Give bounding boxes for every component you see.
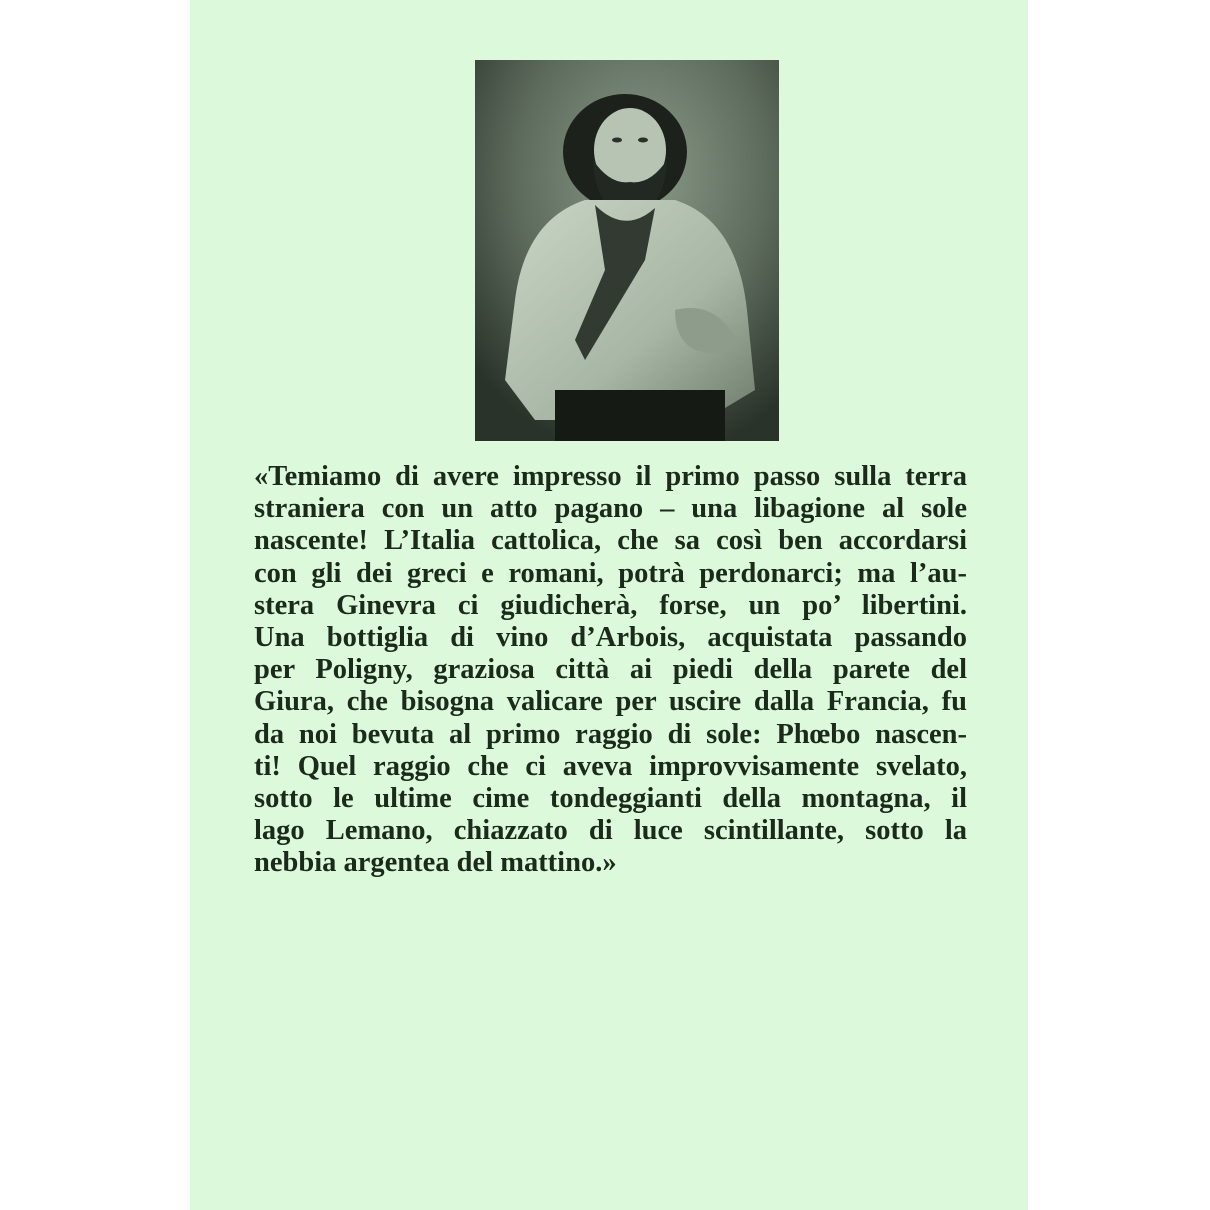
author-portrait-photo bbox=[475, 60, 779, 441]
quote-line: ti! Quel raggio che ci aveva improvvisamente svelato, bbox=[254, 750, 967, 782]
quote-line: stera Ginevra ci giudicherà, forse, un po’ libertini. bbox=[254, 589, 967, 621]
quote-line: straniera con un atto pagano – una libagione al sole bbox=[254, 493, 967, 525]
quote-line: Giura, che bisogna valicare per uscire dalla Francia, fu bbox=[254, 686, 967, 718]
quote-line: «Temiamo di avere impresso il primo passo sulla terra bbox=[254, 461, 967, 492]
quote-line: con gli dei greci e romani, potrà perdonarci; ma l’au- bbox=[254, 557, 967, 589]
portrait-image-icon bbox=[475, 60, 779, 441]
quote-line: nascente! L’Italia cattolica, che sa così ben accordarsi bbox=[254, 525, 967, 557]
quote-line: lago Lemano, chiazzato di luce scintillante, sotto la bbox=[254, 815, 967, 847]
quote-line: per Poligny, graziosa città ai piedi della parete del bbox=[254, 654, 967, 686]
quote-line: nebbia argentea del mattino.» bbox=[254, 847, 617, 879]
book-excerpt-quote bbox=[254, 461, 967, 880]
book-back-cover bbox=[190, 0, 1028, 1210]
quote-line: da noi bevuta al primo raggio di sole: Phœbo nascen- bbox=[254, 718, 967, 750]
quote-line: sotto le ultime cime tondeggianti della montagna, il bbox=[254, 783, 967, 815]
quote-line: Una bottiglia di vino d’Arbois, acquistata passando bbox=[254, 622, 967, 654]
